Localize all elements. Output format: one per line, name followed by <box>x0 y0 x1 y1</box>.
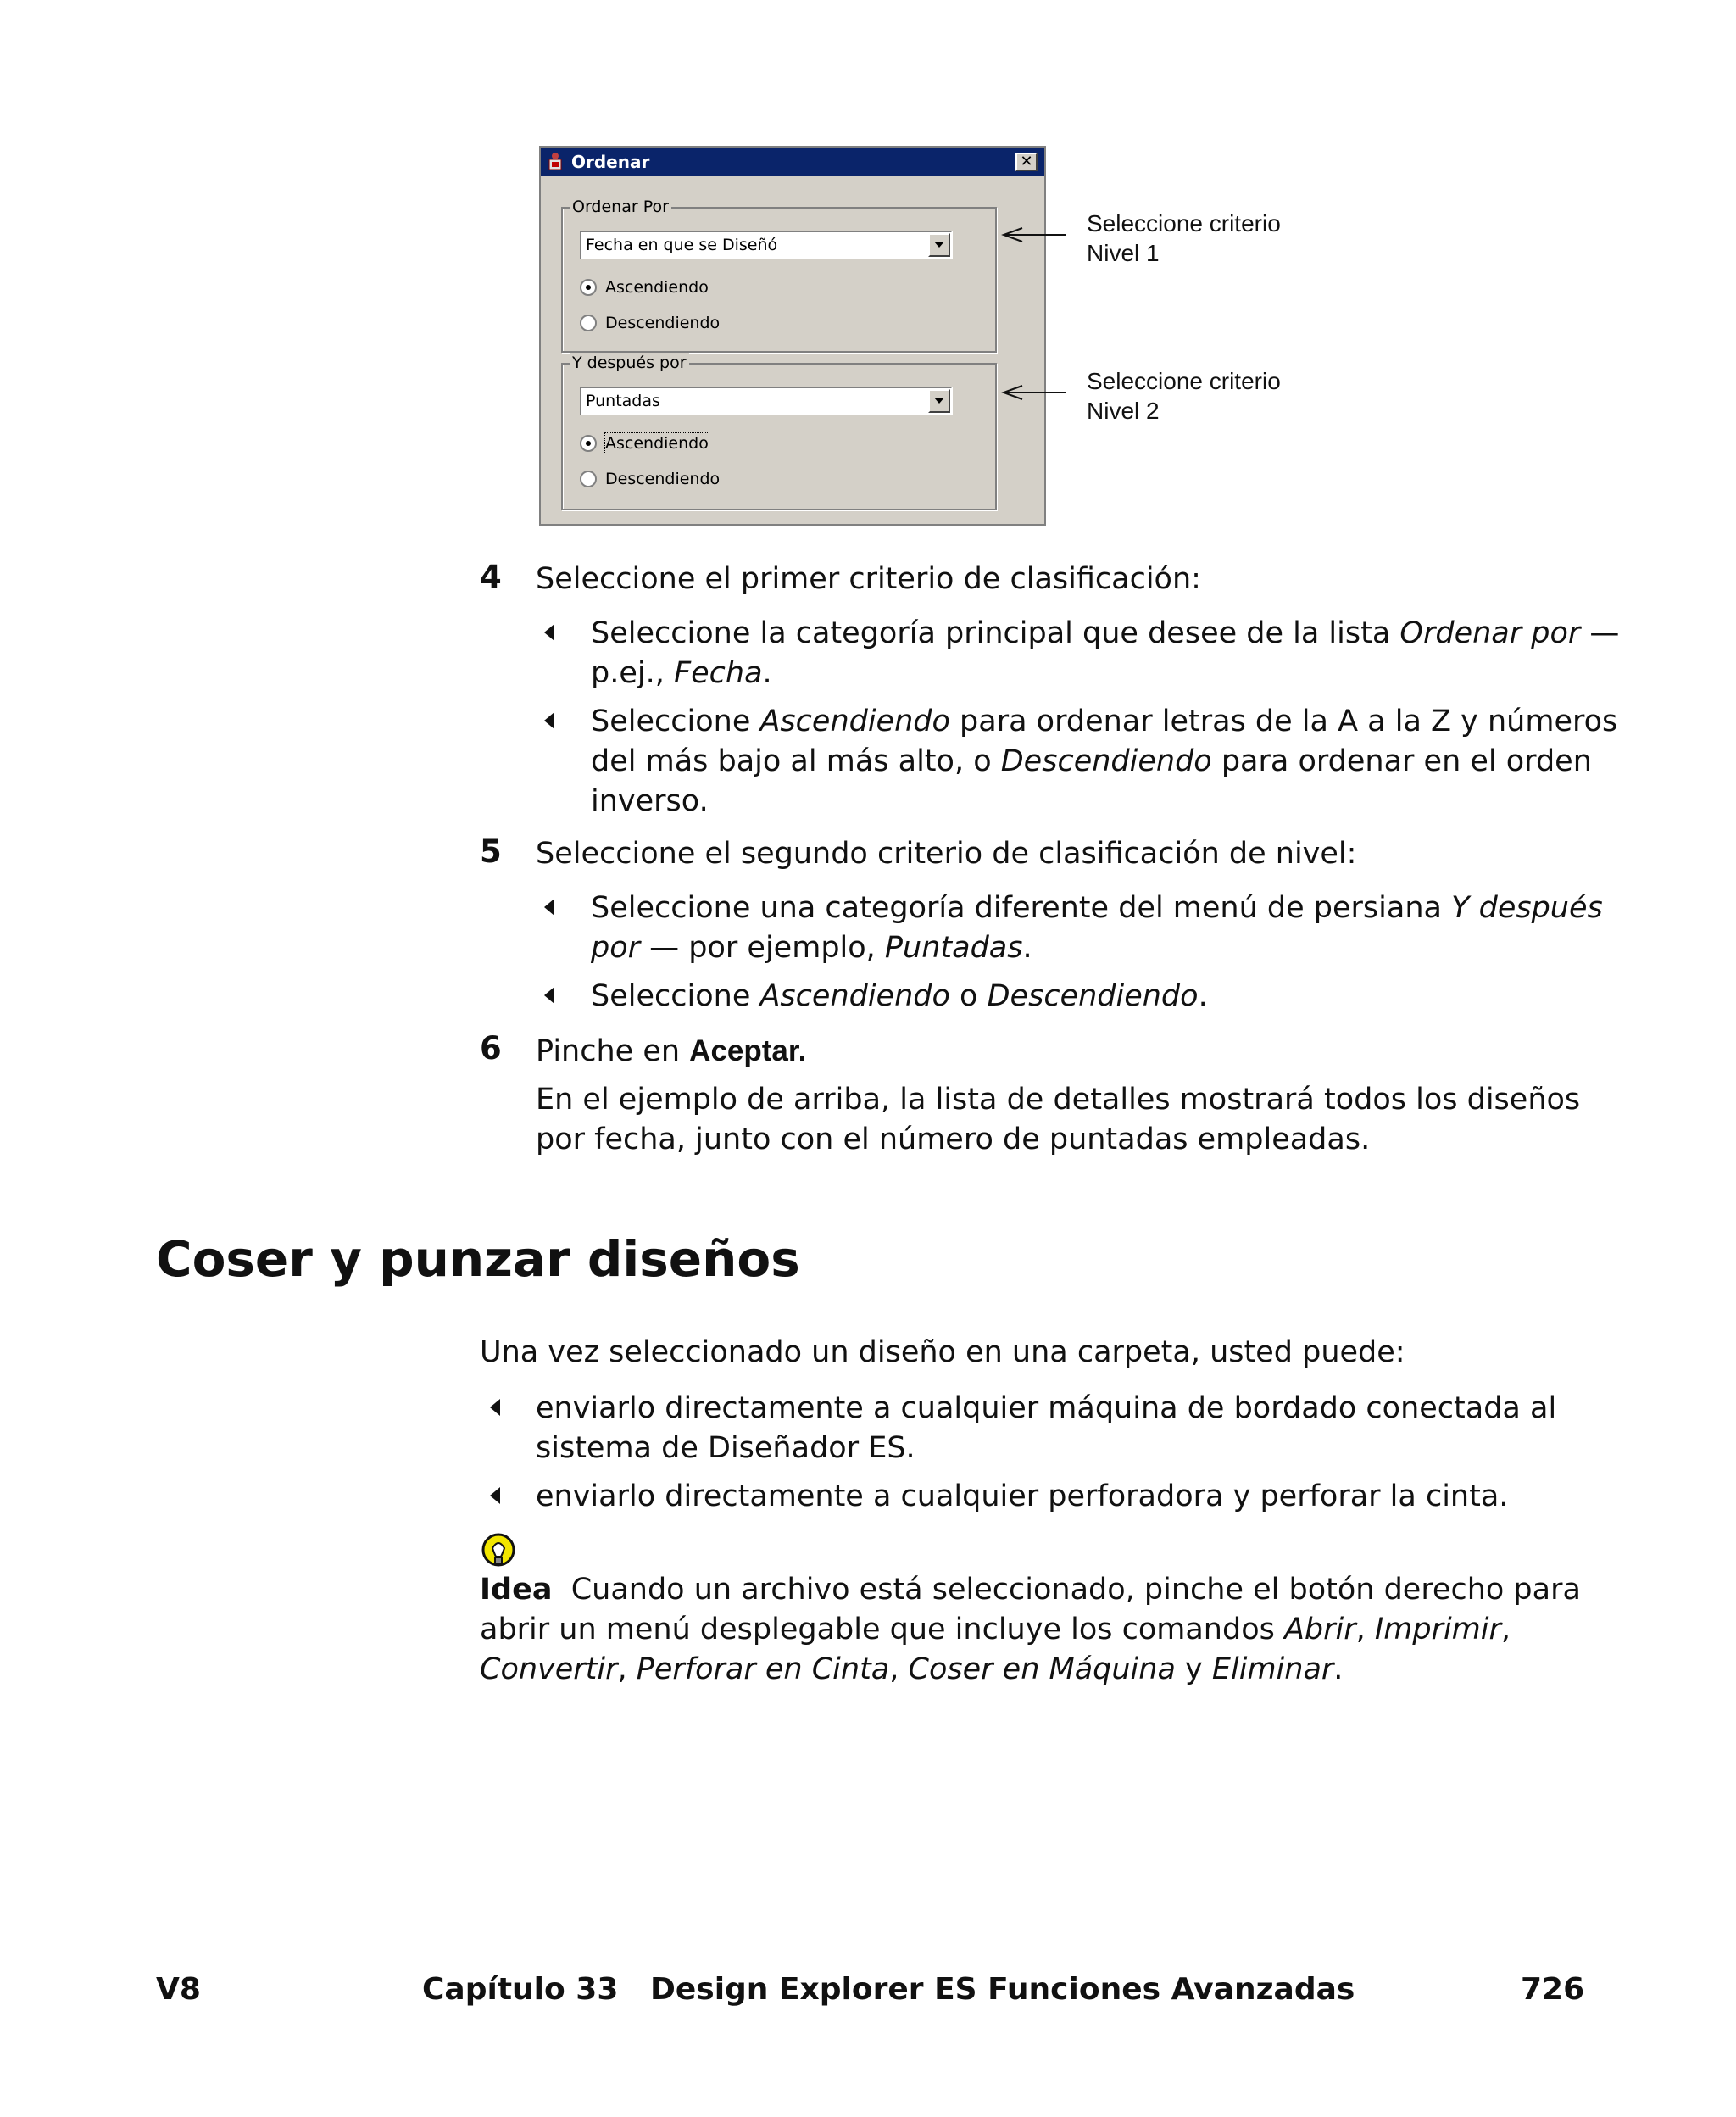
emphasis: Imprimir <box>1374 1613 1501 1646</box>
section-intro: Una vez seleccionado un diseño en una carpeta, usted puede: <box>480 1335 1405 1369</box>
radio-label: Descendiendo <box>605 314 721 332</box>
radio-label: Descendiendo <box>605 470 721 488</box>
emphasis: por <box>591 931 641 965</box>
text: En el ejemplo de arriba, la lista de detalles mostrará todos los diseños <box>536 1083 1581 1117</box>
text: para ordenar en el orden <box>1211 744 1592 778</box>
text: para ordenar letras de la A a la Z y números <box>949 705 1618 738</box>
emphasis: Convertir <box>480 1652 618 1686</box>
text: . <box>1022 931 1032 965</box>
group-legend: Ordenar Por <box>570 197 671 217</box>
radio-button[interactable] <box>580 435 597 452</box>
text: — <box>1580 616 1620 650</box>
select-value: Puntadas <box>586 392 660 410</box>
callout-arrow-2 <box>1000 382 1068 403</box>
lightbulb-icon <box>481 1533 516 1572</box>
tip-block <box>480 1570 1581 1690</box>
emphasis: Ordenar por <box>1399 616 1581 650</box>
text: del más bajo al más alto, o <box>591 744 1001 778</box>
dialog-titlebar <box>541 148 1044 176</box>
step-5-text: Seleccione el segundo criterio de clasificación de nivel: <box>536 837 1357 871</box>
footer-page-number: 726 <box>1521 1972 1585 2007</box>
callout-level-2 <box>1087 366 1281 426</box>
text: y <box>1175 1652 1212 1686</box>
step-number: 4 <box>480 559 502 595</box>
tip-label: Idea <box>480 1573 553 1607</box>
step-number: 5 <box>480 833 502 870</box>
dialog-title: Ordenar <box>571 152 650 172</box>
footer-version: V8 <box>156 1972 201 2007</box>
ui-label: Aceptar. <box>689 1034 807 1067</box>
dropdown-button[interactable] <box>928 389 950 413</box>
text: Cuando un archivo está seleccionado, pinche el botón derecho para <box>570 1573 1581 1607</box>
text: sistema de Diseñador ES. <box>536 1431 915 1465</box>
text: por fecha, junto con el número de puntadas empleadas. <box>536 1123 1371 1156</box>
emphasis: Descendiendo <box>987 979 1199 1013</box>
text: , <box>1355 1613 1375 1646</box>
close-icon: ✕ <box>1020 153 1033 170</box>
text: enviarlo directamente a cualquier máquina de bordado conectada al <box>536 1391 1557 1425</box>
text: Seleccione una categoría diferente del menú de persiana <box>591 891 1452 925</box>
emphasis: Y después <box>1451 891 1603 925</box>
emphasis: Fecha <box>673 656 763 690</box>
text: Seleccione <box>591 979 760 1013</box>
step-5-bullet-2 <box>591 977 1208 1017</box>
emphasis: Ascendiendo <box>760 705 950 738</box>
bullet-arrow-icon <box>490 1399 500 1416</box>
text: abrir un menú desplegable que incluye los comandos <box>480 1613 1284 1646</box>
text: , <box>889 1652 909 1686</box>
chevron-down-icon <box>934 398 944 404</box>
step-6-text <box>536 1031 806 1072</box>
app-icon <box>546 152 565 172</box>
text: , <box>1500 1613 1511 1646</box>
group-legend: Y después por <box>570 353 689 373</box>
text: o <box>949 979 988 1013</box>
section-heading: Coser y punzar diseños <box>156 1230 800 1288</box>
emphasis: Eliminar <box>1211 1652 1334 1686</box>
callout-line: Nivel 1 <box>1087 240 1160 266</box>
radio-label: Ascendiendo <box>605 434 709 453</box>
radio-button[interactable] <box>580 471 597 487</box>
callout-level-1 <box>1087 209 1281 268</box>
radio-label: Ascendiendo <box>605 278 709 297</box>
emphasis: Abrir <box>1283 1613 1356 1646</box>
section-bullet-1 <box>536 1389 1556 1468</box>
text: inverso. <box>591 784 709 818</box>
emphasis: Ascendiendo <box>760 979 950 1013</box>
text: . <box>1198 979 1208 1013</box>
radio-button[interactable] <box>580 315 597 331</box>
text: , <box>617 1652 637 1686</box>
step-6-paragraph <box>536 1080 1580 1160</box>
section-bullet-2: enviarlo directamente a cualquier perforadora y perforar la cinta. <box>536 1479 1509 1513</box>
ordenar-por-select[interactable] <box>580 231 953 259</box>
y-despues-por-group <box>561 354 997 510</box>
step-4-text: Seleccione el primer criterio de clasificación: <box>536 562 1201 596</box>
chevron-down-icon <box>934 242 944 248</box>
step-4-bullet-1 <box>591 614 1619 694</box>
select-value: Fecha en que se Diseñó <box>586 236 778 254</box>
text: . <box>1333 1652 1344 1686</box>
emphasis: Descendiendo <box>1000 744 1212 778</box>
emphasis: Coser en Máquina <box>908 1652 1176 1686</box>
text: Pinche en <box>536 1034 690 1068</box>
dropdown-button[interactable] <box>928 233 950 257</box>
emphasis: Perforar en Cinta <box>636 1652 890 1686</box>
step-number: 6 <box>480 1030 502 1067</box>
text: p.ej., <box>591 656 674 690</box>
ordenar-por-group <box>561 198 997 353</box>
text: Seleccione la categoría principal que desee de la lista <box>591 616 1400 650</box>
bullet-arrow-icon <box>544 712 554 729</box>
emphasis: Puntadas <box>884 931 1023 965</box>
callout-arrow-1 <box>1000 225 1068 245</box>
radio-button[interactable] <box>580 279 597 296</box>
y-despues-por-select[interactable] <box>580 387 953 415</box>
bullet-arrow-icon <box>544 987 554 1004</box>
step-4-bullet-2 <box>591 702 1617 822</box>
text: — por ejemplo, <box>640 931 885 965</box>
bullet-arrow-icon <box>490 1487 500 1504</box>
close-button[interactable] <box>1015 153 1038 171</box>
callout-line: Nivel 2 <box>1087 398 1160 424</box>
footer-chapter: Capítulo 33 Design Explorer ES Funciones Avanzadas <box>422 1972 1355 2007</box>
ordenar-dialog <box>539 146 1046 526</box>
text: Seleccione <box>591 705 760 738</box>
callout-line: Seleccione criterio <box>1087 210 1281 237</box>
bullet-arrow-icon <box>544 624 554 641</box>
callout-line: Seleccione criterio <box>1087 368 1281 394</box>
step-5-bullet-1 <box>591 889 1603 968</box>
bullet-arrow-icon <box>544 899 554 916</box>
text: . <box>762 656 772 690</box>
